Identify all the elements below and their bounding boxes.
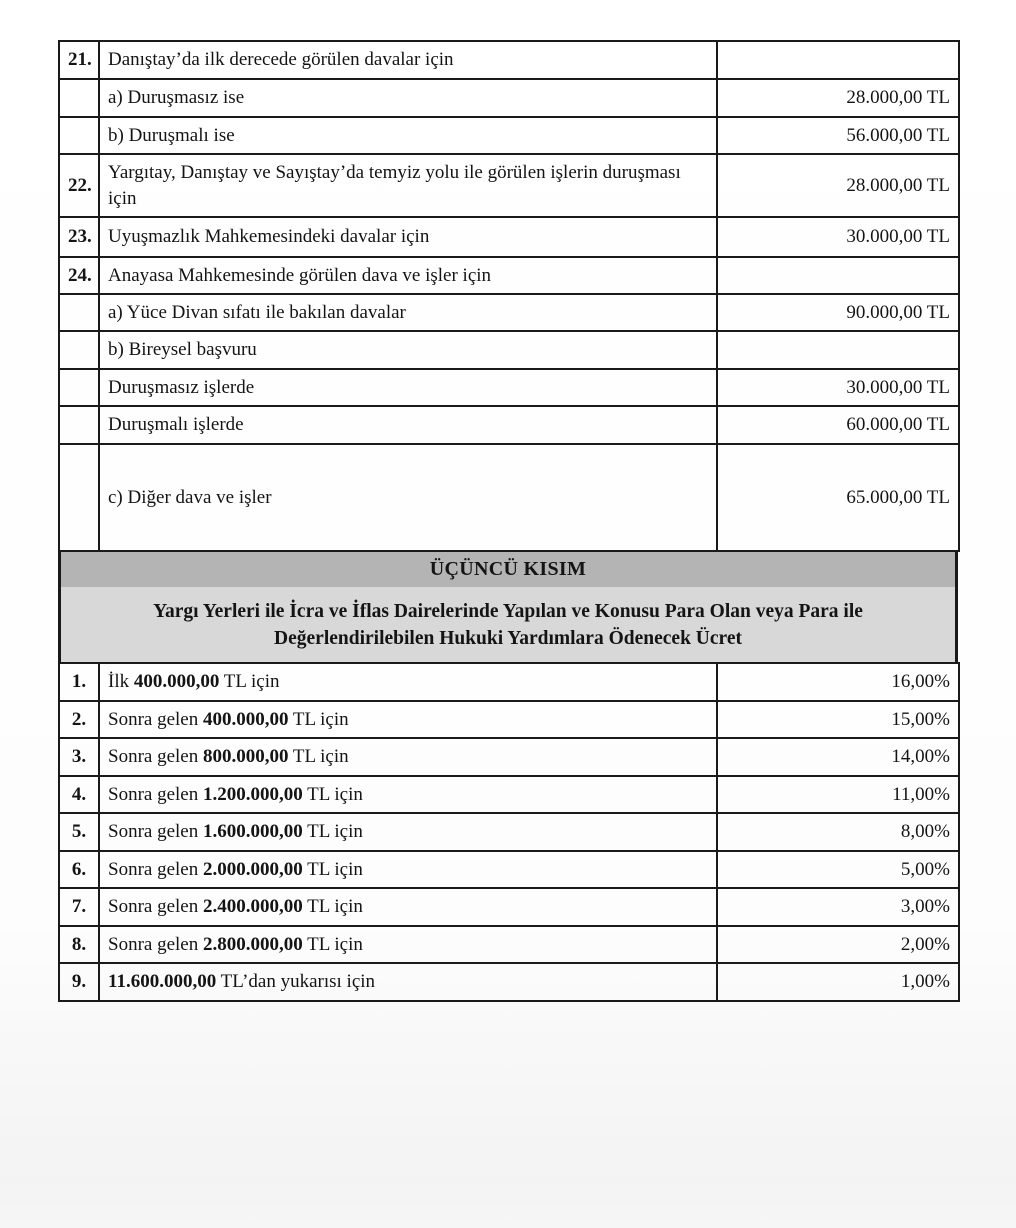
row-description [99,888,717,926]
row-description: b) Bireysel başvuru [99,331,717,369]
row-number: 3. [59,738,99,776]
row-amount: 90.000,00 TL [717,294,959,331]
row-number: 5. [59,813,99,851]
desc-prefix: Sonra gelen [108,933,203,955]
row-description: Uyuşmazlık Mahkemesindeki davalar için [99,217,717,257]
row-description [99,738,717,776]
table-row [59,813,959,851]
row-rate: 5,00% [717,851,959,888]
percentage-tariff-table [58,662,960,1002]
desc-suffix: TL için [302,933,363,955]
row-description [99,813,717,851]
desc-suffix: TL’dan yukarısı için [216,971,376,993]
row-number: 7. [59,888,99,926]
row-rate: 11,00% [717,776,959,813]
row-description: Anayasa Mahkemesinde görülen dava ve işler için [99,257,717,294]
desc-amount-bold: 11.600.000,00 [108,971,217,993]
table-row [59,154,959,217]
table-row [59,851,959,888]
row-rate: 14,00% [717,738,959,776]
row-number [59,79,99,117]
row-number [59,369,99,406]
row-description [99,963,717,1001]
table-row [59,79,959,117]
row-number: 9. [59,963,99,1001]
table-row [59,926,959,963]
row-amount [717,257,959,294]
table-row [59,41,959,79]
document-page [58,40,958,1002]
desc-amount-bold: 1.200.000,00 [202,783,303,805]
section-subtitle-band [58,587,958,662]
row-amount [717,41,959,79]
table-row [59,444,959,551]
desc-suffix: TL için [302,858,363,880]
desc-suffix: TL için [302,896,363,918]
section-subtitle: Yargı Yerleri ile İcra ve İflas Dairelerinde Yapılan ve Konusu Para Olan veya Para ile Değerlendirilebilen Hukuki Yardımlara Ödenecek Ücret [153,600,863,649]
desc-amount-bold: 1.600.000,00 [202,821,303,843]
row-rate: 3,00% [717,888,959,926]
desc-amount-bold: 2.400.000,00 [202,896,303,918]
row-amount: 56.000,00 TL [717,117,959,154]
table-row [59,963,959,1001]
desc-prefix: Sonra gelen [108,783,203,805]
desc-amount-bold: 800.000,00 [202,746,289,768]
row-description [99,701,717,738]
desc-suffix: TL için [219,671,280,693]
desc-amount-bold: 2.800.000,00 [202,933,303,955]
row-description: Duruşmalı işlerde [99,406,717,444]
row-amount: 60.000,00 TL [717,406,959,444]
table-row [59,738,959,776]
table-row [59,701,959,738]
desc-amount-bold: 400.000,00 [133,671,220,693]
row-number: 1. [59,663,99,701]
row-description: Danıştay’da ilk derecede görülen davalar için [99,41,717,79]
row-number: 21. [59,41,99,79]
row-amount: 30.000,00 TL [717,217,959,257]
row-number [59,331,99,369]
row-number: 8. [59,926,99,963]
row-description [99,926,717,963]
table-row [59,663,959,701]
desc-prefix: Sonra gelen [108,896,203,918]
row-rate: 16,00% [717,663,959,701]
row-description: a) Yüce Divan sıfatı ile bakılan davalar [99,294,717,331]
row-number: 24. [59,257,99,294]
row-description: Duruşmasız işlerde [99,369,717,406]
row-amount [717,331,959,369]
row-number: 4. [59,776,99,813]
desc-prefix: İlk [108,671,134,693]
row-number: 23. [59,217,99,257]
table-row [59,217,959,257]
desc-suffix: TL için [288,708,349,730]
row-description [99,663,717,701]
table-row [59,117,959,154]
row-number [59,406,99,444]
row-description: b) Duruşmalı ise [99,117,717,154]
table-row [59,294,959,331]
desc-suffix: TL için [302,821,363,843]
row-number [59,117,99,154]
row-number [59,294,99,331]
desc-suffix: TL için [288,746,349,768]
desc-prefix: Sonra gelen [108,746,203,768]
table-row [59,331,959,369]
row-description: Yargıtay, Danıştay ve Sayıştay’da temyiz yolu ile görülen işlerin duruşması için [99,154,717,217]
table-row [59,406,959,444]
row-rate: 15,00% [717,701,959,738]
row-amount: 28.000,00 TL [717,79,959,117]
table-row [59,776,959,813]
row-description: a) Duruşmasız ise [99,79,717,117]
row-number [59,444,99,551]
row-rate: 8,00% [717,813,959,851]
desc-amount-bold: 2.000.000,00 [202,858,303,880]
court-fees-table [58,40,960,552]
desc-suffix: TL için [302,783,363,805]
table-row [59,369,959,406]
table-row [59,257,959,294]
row-number: 6. [59,851,99,888]
row-rate: 1,00% [717,963,959,1001]
desc-amount-bold: 400.000,00 [202,708,289,730]
row-description [99,776,717,813]
row-rate: 2,00% [717,926,959,963]
row-number: 2. [59,701,99,738]
row-description [99,851,717,888]
row-description: c) Diğer dava ve işler [99,444,717,551]
section-kicker: ÜÇÜNCÜ KISIM [58,552,958,587]
row-number: 22. [59,154,99,217]
desc-prefix: Sonra gelen [108,821,203,843]
row-amount: 30.000,00 TL [717,369,959,406]
row-amount: 28.000,00 TL [717,154,959,217]
row-amount: 65.000,00 TL [717,444,959,551]
table-row [59,888,959,926]
desc-prefix: Sonra gelen [108,708,203,730]
desc-prefix: Sonra gelen [108,858,203,880]
